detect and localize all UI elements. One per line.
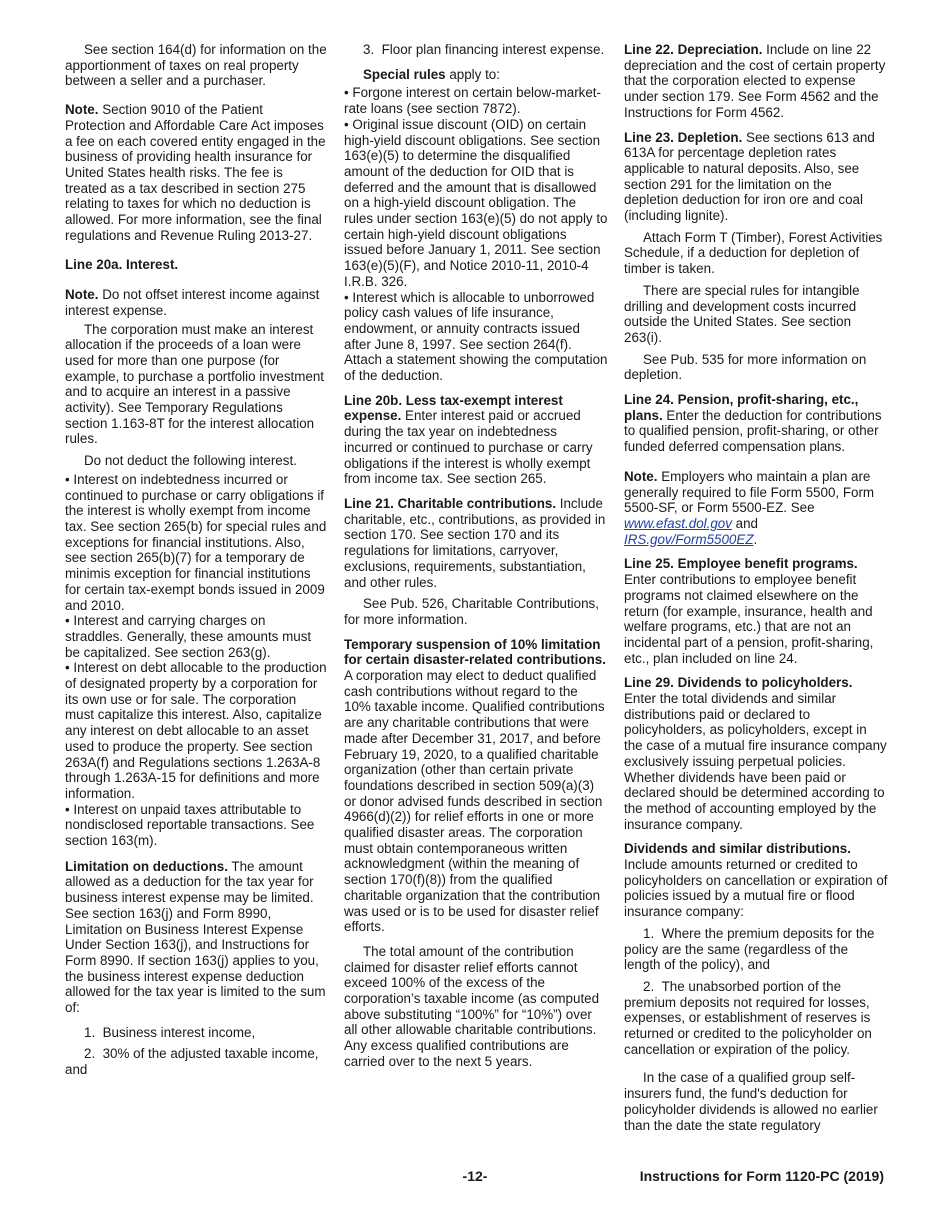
right-column: [624, 42, 888, 1136]
line-23-text: See sections 613 and 613A for percentage depletion rates applicable to natural deposits. Also, see section 291 for the limitation on the depletion deduction for iron ore and coal (including lignite).: [624, 129, 875, 224]
line-22-paragraph: [624, 42, 888, 121]
efast-link[interactable]: www.efast.dol.gov: [624, 515, 732, 531]
line-22-text: Include on line 22 depreciation and the cost of certain property that the corporation elected to expense under section 179. See Form 4562 and the Instructions for Form 4562.: [624, 42, 886, 120]
bullet-item: • Interest on unpaid taxes attributable to nondisclosed reportable transactions. See section 163(m).: [65, 801, 315, 849]
limitation-text: The amount allowed as a deduction for the tax year for business interest expense may be limited. See section 163(j) and Form 8990, Limitation on Business Interest Expense Under Section 163(j), and Instructions for Form 8990. If section 163(j) applies to you, the business interest expense deduction allowed for the tax year is limited to the sum of:: [65, 858, 326, 1016]
bullet-item: • Interest and carrying charges on straddles. Generally, these amounts must be capitalized. See section 263(g).: [65, 613, 312, 660]
line-25-text: Enter contributions to employee benefit programs not claimed elsewhere on the return (for example, insurance, health and welfare programs, etc.) that are not an incidental part of a pension, profit-sharing, etc., plan included on line 24.: [624, 572, 874, 666]
page-number: -12-: [462, 1168, 488, 1184]
note-label: Note.: [624, 468, 658, 484]
note-paragraph: [65, 102, 327, 243]
bullet-item: • Interest which is allocable to unborrowed policy cash values of life insurance, endowment, or annuity contracts issued after June 8, 1997. See section 264(f). Attach a statement showing the computation of the deduction.: [344, 289, 608, 384]
line-23-paragraph: [624, 130, 888, 224]
limitation-paragraph: [65, 859, 327, 1016]
bullet-item: • Original issue discount (OID) on certain high-yield discount obligations. See section 163(e)(5) to determine the disqualified amount of the deduction for OID that is deferred and the amount that is disallowed on a high-yield discount obligation. The rules under section 163(e)(5) do not apply to certain high-yield discount obligations issued before January 1, 2011. See section 163(e)(5)(F), and Notice 2010-11, 2010-4 I.R.B. 326.: [344, 116, 608, 289]
irs-form5500ez-link[interactable]: IRS.gov/Form5500EZ: [624, 531, 754, 547]
line-21-text: Include charitable, etc., contributions, as provided in section 170. See section 170 and its regulations for limitations, carryover, exclusions, requirements, substantiation, and other rules.: [344, 495, 606, 590]
temporary-suspension-label: Temporary suspension of 10% limitation for certain disaster-related contributions.: [344, 636, 606, 668]
line-24-label: Line 24. Pension, profit-sharing, etc., plans.: [624, 392, 859, 423]
paragraph: See section 164(d) for information on the apportionment of taxes on real property between a seller and a purchaser.: [65, 42, 327, 89]
line-29-text: Enter the total dividends and similar distributions paid or declared to policyholders, as policyholders, except in the case of a mutual fire insurance company exclusively issuing perpetual policies. Whether dividends have been paid or declared should be determined according to the method of accounting employed by the insurance company.: [624, 691, 887, 832]
special-rules-text: apply to:: [445, 66, 500, 82]
paragraph: The total amount of the contribution claimed for disaster relief efforts cannot exceed 100% of the excess of the corporation’s taxable income (as computed above substituting “100%” for “10%”) over all other allowable charitable contributions. Any excess qualified contributions are carried over to the next 5 years.: [344, 943, 600, 1069]
line-25-label: Line 25. Employee benefit programs.: [624, 556, 858, 572]
paragraph: See Pub. 526, Charitable Contributions, for more information.: [344, 596, 599, 627]
line-20b-label: Line 20b. Less tax-exempt interest expense.: [344, 392, 563, 424]
note-text: Do not offset interest income against interest expense.: [65, 287, 320, 318]
special-rules-paragraph: [344, 67, 608, 83]
dividends-text: Include amounts returned or credited to policyholders on cancellation or expiration of policies issued by a mutual fire or flood insurance company:: [624, 857, 888, 920]
footer-title: Instructions for Form 1120-PC (2019): [639, 1168, 884, 1184]
bullet-item: • Forgone interest on certain below-market-rate loans (see section 7872).: [344, 85, 601, 117]
middle-column: [344, 42, 608, 1073]
numbered-item: 2. 30% of the adjusted taxable income, and: [65, 1046, 319, 1078]
line-20a-heading: Line 20a. Interest.: [65, 257, 179, 273]
note-text: Section 9010 of the Patient Protection and Affordable Care Act imposes a fee on each covered entity engaged in the business of providing health insurance for United States health risks. The fee is treated as a tax described in section 275 relating to taxes for which no deduction is allowed. For more information, see the final regulations and Revenue Ruling 2013-27.: [65, 102, 326, 243]
note-paragraph: [65, 287, 327, 318]
note-paragraph: [624, 469, 888, 548]
line-29-label: Line 29. Dividends to policyholders.: [624, 675, 853, 691]
numbered-item: 3. Floor plan financing interest expense.: [363, 42, 605, 57]
note-label: Note.: [65, 102, 99, 118]
temporary-suspension-paragraph: [344, 637, 608, 935]
note-label: Note.: [65, 287, 99, 303]
paragraph: See Pub. 535 for more information on depletion.: [624, 351, 867, 383]
line-20b-paragraph: [344, 393, 608, 487]
special-rules-label: Special rules: [363, 66, 446, 82]
left-column: [65, 42, 327, 1081]
paragraph: The corporation must make an interest allocation if the proceeds of a loan were used for more than one purpose (for example, to purchase a portfolio investment and to acquire an interest in a passive activity). See Temporary Regulations section 1.163-8T for the interest allocation rules.: [65, 321, 325, 447]
numbered-item: 1. Business interest income,: [84, 1024, 256, 1040]
note-and: and: [731, 515, 758, 531]
line-24-paragraph: [624, 392, 888, 455]
bullet-item: • Interest on indebtedness incurred or continued to purchase or carry obligations if the interest is wholly exempt from income tax. See section 265(b) for special rules and exceptions for financial institutions. Also, see section 265(b)(7) for a temporary de minimis exception for financial institutions for certain tax-exempt bonds issued in 2009 and 2010.: [65, 471, 327, 613]
dividends-paragraph: [624, 841, 888, 920]
line-22-label: Line 22. Depreciation.: [624, 42, 763, 57]
line-20b-text: Enter interest paid or accrued during the tax year on indebtedness incurred or continued to purchase or carry obligations if the interest is wholly exempt from income tax. See section 265.: [344, 408, 593, 487]
bullet-item: • Interest on debt allocable to the production of designated property by a corporation for its own use or for sale. The corporation must capitalize this interest. Also, capitalize any interest on debt allocable to an asset used to produce the property. See section 263A(f) and Regulations sections 1.263A-8 through 1.263A-15 for definitions and more information.: [65, 660, 327, 801]
line-21-label: Line 21. Charitable contributions.: [344, 495, 557, 511]
note-period: .: [753, 531, 758, 547]
paragraph: There are special rules for intangible drilling and development costs incurred outside the United States. See section 263(i).: [624, 282, 860, 345]
line-29-paragraph: [624, 675, 888, 832]
dividends-label: Dividends and similar distributions.: [624, 841, 851, 857]
paragraph: Do not deduct the following interest.: [84, 453, 297, 469]
line-23-label: Line 23. Depletion.: [624, 129, 743, 145]
paragraph: Attach Form T (Timber), Forest Activities Schedule, if a deduction for depletion of timber is taken.: [624, 229, 883, 277]
line-24-text: Enter the deduction for contributions to qualified pension, profit-sharing, or other funded deferred compensation plans.: [624, 407, 882, 455]
numbered-item: 1. Where the premium deposits for the policy are the same (regardless of the length of the policy), and: [624, 925, 875, 973]
line-25-paragraph: [624, 556, 888, 666]
note-text: Employers who maintain a plan are generally required to file Form 5500, Form 5500-SF, or Form 5500-EZ. See: [624, 468, 875, 516]
temporary-suspension-text: A corporation may elect to deduct qualified cash contributions without regard to the 10% taxable income. Qualified contributions are any charitable contributions that were made after December 31, 2017, and before February 19, 2020, to a qualified charitable organization (other than certain private foundations described in section 509(a)(3) or donor advised funds described in section 4966(d)(2)) for relief efforts in one or more qualified disaster areas. The corporation must obtain contemporaneous written acknowledgment (within the meaning of section 170(f)(8)) from the qualified charitable organization that the contribution was used or is to be used for disaster relief efforts.: [344, 668, 605, 935]
numbered-item: 2. The unabsorbed portion of the premium deposits not required for losses, expenses, or establishment of reserves is returned or credited to the policyholder on cancellation or expiration of the policy.: [624, 978, 872, 1057]
paragraph: In the case of a qualified group self-insurers fund, the fund's deduction for policyholder dividends is allowed no earlier than the date the state regulatory: [624, 1070, 878, 1133]
limitation-label: Limitation on deductions.: [65, 858, 228, 874]
line-21-paragraph: [344, 496, 608, 590]
